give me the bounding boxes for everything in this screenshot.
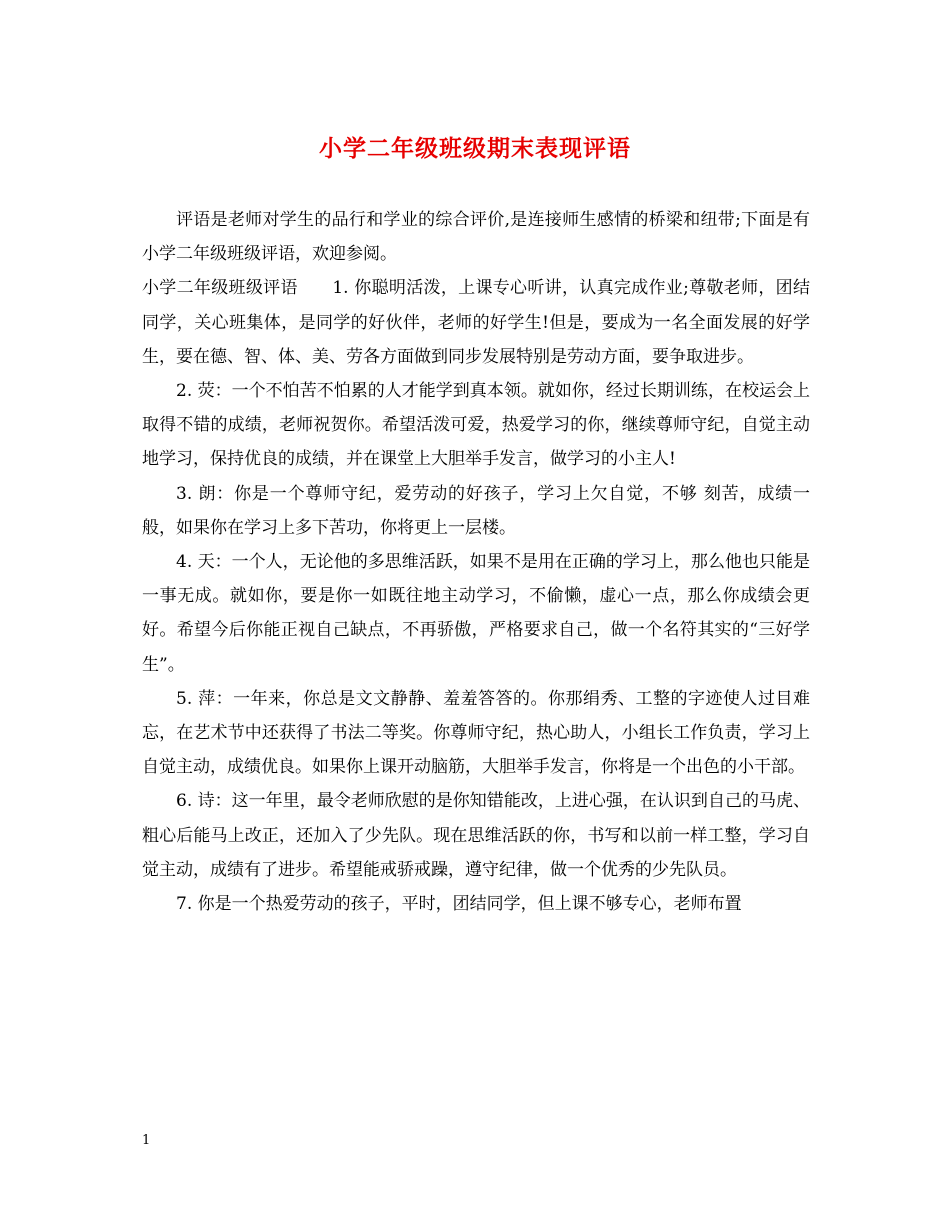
paragraph-comment-3: 3. 朗：你是一个尊师守纪，爱劳动的好孩子，学习上欠自觉，不够 刻苦，成绩一般，如果你在学习上多下苦功，你将更上一层楼。 — [142, 483, 810, 538]
document-body — [142, 203, 810, 921]
paragraph-comment-5: 5. 萍：一年来，你总是文文静静、羞羞答答的。你那绢秀、工整的字迹使人过目难忘，在艺术节中还获得了书法二等奖。你尊师守纪，热心助人，小组长工作负责，学习上自觉主动，成绩优良。如果你上课开动脑筋，大胆举手发言，你将是一个出色的小干部。 — [142, 688, 810, 778]
paragraph-comment-6: 6. 诗：这一年里，最令老师欣慰的是你知错能改，上进心强，在认识到自己的马虎、粗心后能马上改正，还加入了少先队。现在思维活跃的你，书写和以前一样工整，学习自觉主动，成绩有了进步。希望能戒骄戒躁，遵守纪律，做一个优秀的少先队员。 — [142, 791, 810, 880]
page-number: 1 — [142, 1133, 151, 1148]
paragraph-comment-2: 2. 荧：一个不怕苦不怕累的人才能学到真本领。就如你，经过长期训练，在校运会上取得不错的成绩，老师祝贺你。希望活泼可爱，热爱学习的你，继续尊师守纪，自觉主动地学习，保持优良的成绩，并在课堂上大胆举手发言，做学习的小主人! — [142, 381, 810, 470]
paragraph-comment-7: 7. 你是一个热爱劳动的孩子，平时，团结同学，但上课不够专心，老师布置 — [176, 894, 742, 915]
paragraph-comment-4: 4. 天：一个人，无论他的多思维活跃，如果不是用在正确的学习上，那么他也只能是一事无成。就如你，要是你一如既往地主动学习，不偷懒，虚心一点，那么你成绩会更好。希望今后你能正视自己缺点，不再骄傲，严格要求自己，做一个名符其实的“三好学生”。 — [142, 552, 810, 675]
paragraph-intro: 评语是老师对学生的品行和学业的综合评价,是连接师生感情的桥梁和纽带;下面是有小学二年级班级评语，欢迎参阅。 — [142, 210, 810, 265]
paragraph-comment-1: 小学二年级班级评语 1. 你聪明活泼，上课专心听讲，认真完成作业;尊敬老师，团结同学，关心班集体，是同学的好伙伴，老师的好学生!但是，要成为一名全面发展的好学生，要在德、智、体、美、劳各方面做到同步发展特别是劳动方面，要争取进步。 — [142, 278, 810, 367]
document-title: 小学二年级班级期末表现评语 — [319, 135, 631, 162]
